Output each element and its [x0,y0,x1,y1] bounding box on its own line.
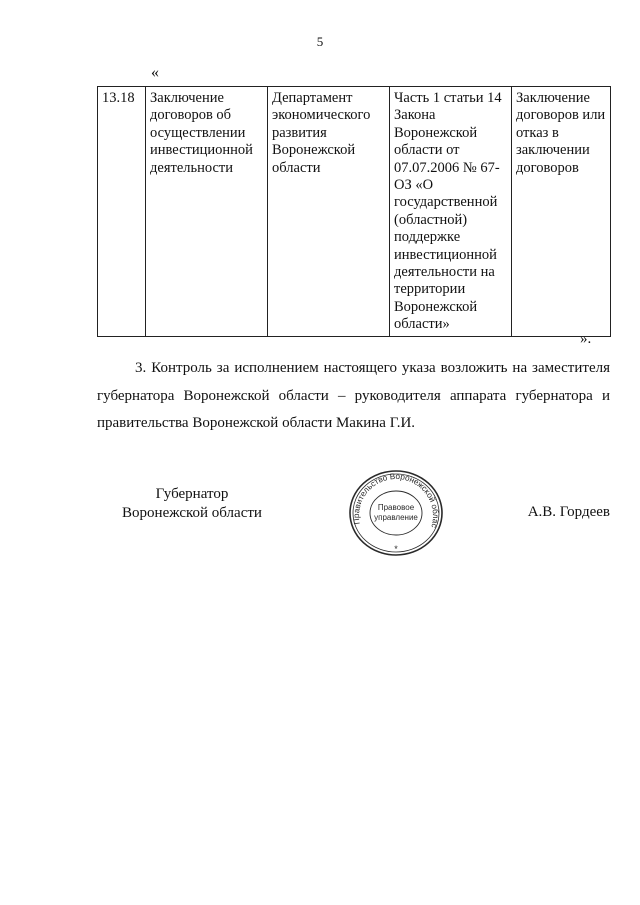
official-stamp [343,468,449,558]
close-quote: ». [580,331,592,347]
stamp-outer-text: Правительство Воронежской облас [351,471,441,529]
row-number-cell: 13.18 [98,87,146,337]
paragraph-3 [97,355,610,438]
stamp-inner-line1: Правовое [377,503,415,512]
legal-basis-cell: Часть 1 статьи 14 Закона Воронежской области от 07.07.2006 № 67-ОЗ «О государственной (областной) поддержке инвестиционной деятельности на территории Воронежской области» [390,87,512,337]
stamp-star: * [394,544,398,554]
table-row [98,87,611,337]
open-quote: « [151,64,159,81]
authority-cell: Департамент экономического развития Воронежской области [268,87,390,337]
signature-title-line1: Губернатор [155,486,229,502]
result-cell: Заключение договоров или отказ в заключении договоров [512,87,611,337]
signature-title-line2: Воронежской области [122,505,262,521]
services-table [97,86,611,337]
page-number: 5 [316,34,324,49]
stamp-seal-icon [343,468,449,558]
signature-title [107,485,277,523]
stamp-inner-line2: управление [374,513,418,522]
service-name-cell: Заключение договоров об осуществлении инвестиционной деятельности [146,87,268,337]
paragraph-3-text: 3. Контроль за исполнением настоящего указа возложить на заместителя губернатора Воронежской области – руководителя аппарата губернатора и правительства Воронежской области Макина Г.И. [97,360,610,431]
signatory-name: А.В. Гордеев [527,504,610,520]
